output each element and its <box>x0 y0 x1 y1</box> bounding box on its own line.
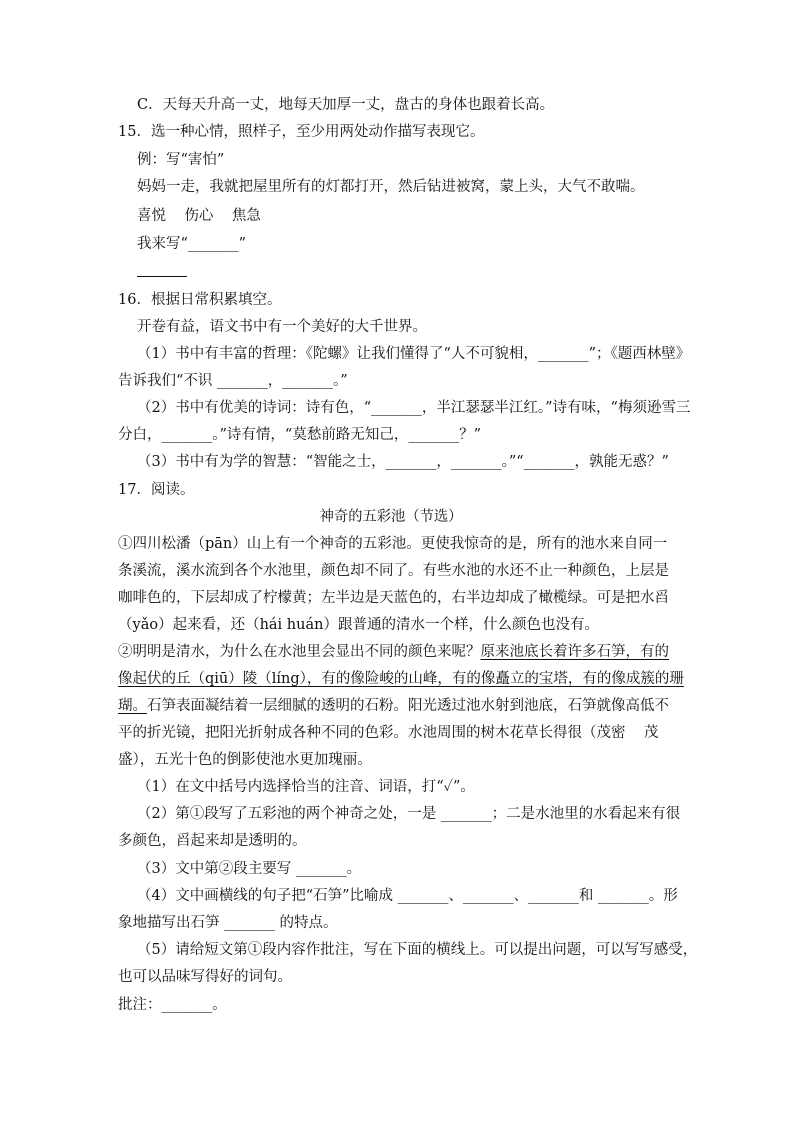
q16-item2-line1: （2）书中有优美的诗词：诗有色，“_______，半江瑟瑟半江红。”诗有味，“梅须逊雪三 <box>137 400 691 416</box>
q17-sub2-line1: （2）第①段写了五彩池的两个神奇之处，一是 _______；二是水池里的水看起来有很 <box>137 806 681 822</box>
passage-p2-line5: 盛），五光十色的倒影使池水更加瑰丽。 <box>118 752 372 768</box>
q17-sub3: （3）文中第②段主要写 _______。 <box>137 861 362 877</box>
passage-p2-line4: 平的折光镜，把阳光折射成各种不同的色彩。水池周围的树木花草长得很（茂密 茂 <box>118 725 659 741</box>
q16-item1-line2: 告诉我们“不识 _______，_______。” <box>118 373 348 389</box>
q16-intro: 开卷有益，语文书中有一个美好的大千世界。 <box>137 319 427 335</box>
passage-p1-line4: （yǎo）起来看，还（hái huán）跟普通的清水一个样，什么颜色也没有。 <box>118 617 599 633</box>
q15-my-write: 我来写“_______” <box>137 236 247 252</box>
passage-p2-line3 <box>118 695 669 717</box>
passage-p2-line3-plain: 石笋表面凝结着一层细腻的透明的石粉。阳光透过池水射到池底，石笋就像高低不 <box>147 698 669 714</box>
passage-p2-line2 <box>118 668 684 690</box>
q16-item1-line1: （1）书中有丰富的哲理：《陀螺》让我们懂得了“人不可貌相，_______”；《题西林壁》 <box>137 346 691 362</box>
passage-p2-underlined-start: 原来池底长着许多石笋，有的 <box>480 644 669 660</box>
q17-sub5-line2: 也可以品味写得好的词句。 <box>118 969 292 985</box>
passage-p2-line1 <box>118 641 669 663</box>
q17-sub4-line1: （4）文中画横线的句子把“石笋”比喻成 _______、_______、_______和 _______。形 <box>137 888 678 904</box>
passage-p2-underlined-end: 瑚。 <box>118 698 147 714</box>
q17-sub4-line2: 象地描写出石笋 _______ 的特点。 <box>118 915 338 931</box>
q15-answer-blank[interactable] <box>137 276 187 277</box>
q14-option-c: C．天每天升高一丈，地每天加厚一丈，盘古的身体也跟着长高。 <box>137 97 555 113</box>
q15-example-text: 妈妈一走，我就把屋里所有的灯都打开，然后钻进被窝，蒙上头，大气不敢喘。 <box>137 179 645 195</box>
passage-p2-underlined-mid: 像起伏的丘（qiū）陵（líng），有的像险峻的山峰，有的像矗立的宝塔，有的像成簇的珊 <box>118 671 684 687</box>
q17-sub5-line1: （5）请给短文第①段内容作批注，写在下面的横线上。可以提出问题，可以写写感受， <box>137 942 698 958</box>
passage-title: 神奇的五彩池（节选） <box>319 509 463 525</box>
passage-p2-line1-plain: ②明明是清水，为什么在水池里会显出不同的颜色来呢？ <box>118 644 481 660</box>
q16-item2-line2: 分白，_______。”诗有情，“莫愁前路无知己，_______？” <box>118 427 481 443</box>
q15-moods: 喜悦 伤心 焦急 <box>137 208 261 224</box>
q15-example-label: 例：写“害怕” <box>137 152 225 168</box>
passage-p1-line2: 条溪流，溪水流到各个水池里，颜色却不同了。有些水池的水还不止一种颜色，上层是 <box>118 563 669 579</box>
q17-stem: 17．阅读。 <box>118 482 195 498</box>
passage-p1-line1: ①四川松潘（pān）山上有一个神奇的五彩池。更使我惊奇的是，所有的池水来自同一 <box>118 536 668 552</box>
q17-annotation: 批注：_______。 <box>118 997 227 1013</box>
q15-stem: 15．选一种心情，照样子，至少用两处动作描写表现它。 <box>118 124 485 140</box>
q17-sub2-line2: 多颜色，舀起来却是透明的。 <box>118 833 307 849</box>
q17-sub1: （1）在文中括号内选择恰当的注音、词语，打“✓”。 <box>137 779 475 795</box>
passage-p1-line3: 咖啡色的，下层却成了柠檬黄；左半边是天蓝色的，右半边却成了橄榄绿。可是把水舀 <box>118 590 669 606</box>
q16-stem: 16．根据日常积累填空。 <box>118 292 282 308</box>
q16-item3: （3）书中有为学的智慧：“智能之士，_______，_______。”“_______，孰能无惑？” <box>137 454 669 470</box>
